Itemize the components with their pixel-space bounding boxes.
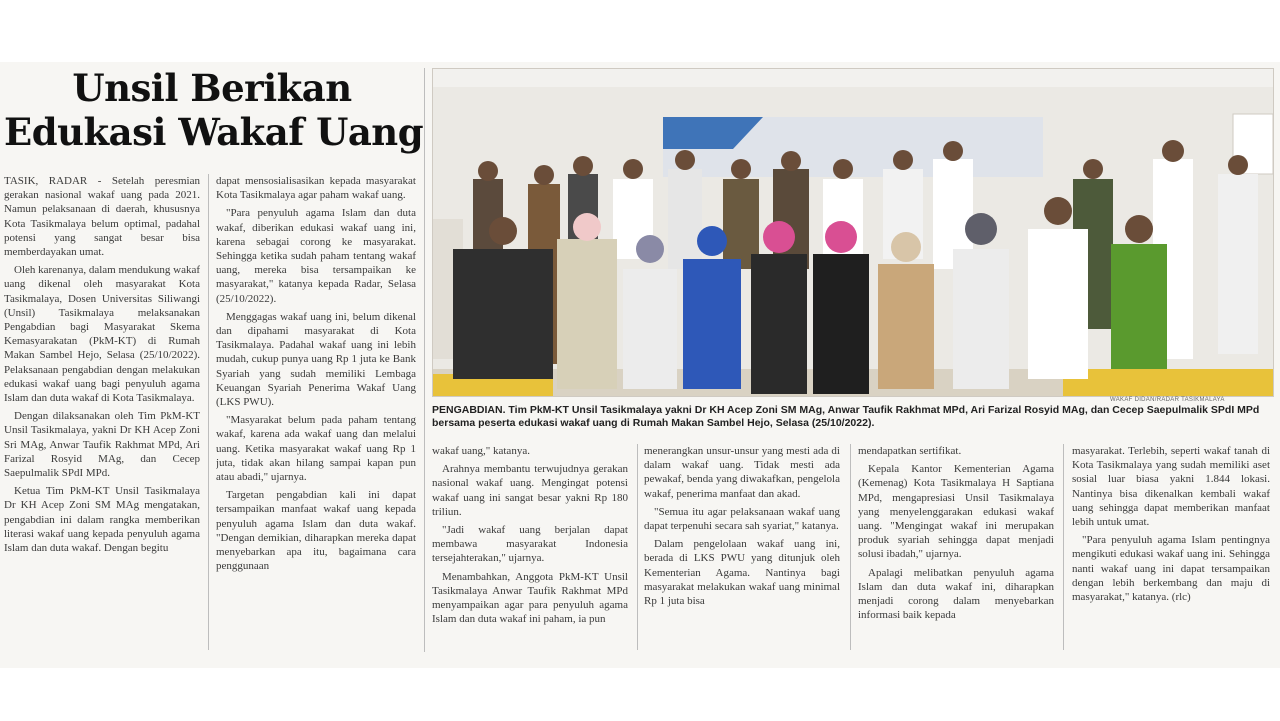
paragraph: Menggagas wakaf uang ini, belum dikenal dan dipahami masyarakat di Kota Tasikmalaya. Padahal wakaf uang ini lebih mudah, cukup punya uang Rp 1 juta ke Bank Syariah yang sudah memiliki Lembaga Keuangan Syariah Penerima Wakaf Uang (LKS PWU). (216, 310, 416, 409)
headline-line-2: Edukasi Wakaf Uang (4, 110, 424, 154)
paragraph: Arahnya membantu terwujudnya gerakan nasional wakaf uang. Mengingat potensi wakaf uang ini sangat besar yakni Rp 180 triliun. (432, 463, 628, 518)
photo-credit: WAKAF DIDAN/RADAR TASIKMALAYA (1110, 397, 1225, 403)
paragraph: "Semua itu agar pelaksanaan wakaf uang dapat terpenuhi secara sah syariat," katanya. (644, 505, 840, 533)
group-photo (432, 68, 1274, 397)
paragraph: dapat mensosialisasikan kepada masyarakat Kota Tasikmalaya agar paham wakaf uang. (216, 175, 416, 202)
paragraph: Menambahkan, Anggota PkM-KT Unsil Tasikmalaya Anwar Taufik Rakhmat MPd menyampaikan agar para penyuluh agama Islam dan duta wakaf ini paham, ia pun (432, 570, 628, 626)
paragraph: masyarakat. Terlebih, seperti wakaf tanah di Kota Tasikmalaya yang sudah memiliki aset sosial luar biasa yakni 1.844 lokasi. Nantinya bisa dikenalkan kembali wakaf uang sehingga dapat memberikan manfaat lebih untuk umat. (1072, 445, 1270, 529)
article-column-6 (1072, 444, 1270, 654)
paragraph: "Masyarakat belum pada paham tentang wakaf, karena ada wakaf uang dan melalui uang. Ketika masyarakat wakaf uang Rp 1 juta, tidak akan hilang sampai kapan pun atau abadi," ujarnya. (216, 414, 416, 484)
headline (4, 66, 424, 154)
headline-line-1: Unsil Berikan (72, 66, 352, 110)
paragraph: TASIK, RADAR - Setelah peresmian gerakan nasional wakaf uang pada 2021. Namun pelaksanaan di daerah, khususnya Kota Tasikmalaya belum optimal, padahal potensi yang sangat besar bisa memberdayakan umat. (4, 175, 200, 259)
photo-caption: PENGABDIAN. Tim PkM-KT Unsil Tasikmalaya yakni Dr KH Acep Zoni SM MAg, Anwar Taufik Rakhmat MPd, Ari Farizal Rosyid MAg, dan Cecep Saepulmalik SPdI MPd bersama peserta edukasi wakaf uang di Rumah Makan Sambel Hejo, Selasa (25/10/2022). (432, 404, 1260, 429)
article-column-2 (216, 174, 416, 652)
paragraph: wakaf uang," katanya. (432, 445, 530, 457)
paragraph: Ketua Tim PkM-KT Unsil Tasikmalaya Dr KH Acep Zoni SM MAg mengatakan, pengabdian ini dalam rangka memberikan literasi wakaf uang kepada penyuluh agama Islam dan duta wakaf. Dengan begitu (4, 485, 200, 555)
column-divider (850, 444, 851, 650)
paragraph: "Para penyuluh agama Islam dan duta wakaf, diberikan edukasi wakaf uang ini, karena sebagai corong ke masyarakat. Sehingga ketika sudah paham tentang wakaf uang, mereka bisa tersampaikan ke masyarakat," katanya kepada Radar, Selasa (25/10/2022). (216, 207, 416, 305)
article-column-1 (4, 174, 200, 652)
paragraph: "Jadi wakaf uang berjalan dapat membawa masyarakat Indonesia tersejahterakan," ujarnya. (432, 524, 628, 565)
paragraph: "Para penyuluh agama Islam pentingnya mengikuti edukasi wakaf uang ini. Sehingga nanti wakaf uang ini dapat tersampaikan dengan lebih berkembang dan maju di masyarakat," katanya. (rlc) (1072, 534, 1270, 604)
paragraph: Oleh karenanya, dalam mendukung wakaf uang dikenal oleh masyarakat Kota Tasikmalaya, Dosen Universitas Siliwangi (Unsil) Tasikmalaya melaksanakan Pengabdian bagi Masyarakat Skema Kemasyarakatan (PkM-KT) di Rumah Makan Sambel Hejo, Selasa (25/10/2022). Pelaksanaan pengabdian dengan melakukan edukasi wakaf uang bagi penyuluh agama Islam dan duta wakaf di Kota Tasikmalaya. (4, 264, 200, 405)
paragraph: Dalam pengelolaan wakaf uang ini, berada di LKS PWU yang ditunjuk oleh Kementerian Agama. Nantinya bagi masyarakat melakukan wakaf uang minimal Rp 1 juta bisa (644, 538, 840, 608)
paragraph: Kepala Kantor Kementerian Agama (Kemenag) Kota Tasikmalaya H Saptiana MPd, mengapresiasi Unsil Tasikmalaya yang menyelenggarakan edukasi wakaf uang. "Mengingat wakaf ini merupakan produk syariah sehingga dapat menjadi solusi ibadah," ujarnya. (858, 463, 1054, 561)
article-column-4 (644, 444, 840, 654)
column-divider (208, 174, 209, 650)
column-divider (424, 68, 425, 652)
column-divider (1063, 444, 1064, 650)
group-photo-illustration (433, 69, 1273, 396)
article-column-3 (432, 444, 628, 654)
paragraph: Dengan dilaksanakan oleh Tim PkM-KT Unsil Tasikmalaya, yakni Dr KH Acep Zoni Sri MAg, Anwar Taufik Rakhmat MPd, Ari Farizal Rosyid MAg, dan Cecep Saepulmalik SPdI MPd. (4, 410, 200, 480)
paragraph: mendapatkan sertifikat. (858, 445, 962, 457)
article-column-5 (858, 444, 1054, 654)
paragraph: Apalagi melibatkan penyuluh agama Islam dan duta wakaf ini, diharapkan menjadi corong dalam menyebarkan informasi baik kepada (858, 566, 1054, 622)
paragraph: Targetan pengabdian kali ini dapat tersampaikan manfaat wakaf uang kepada penyuluh agama Islam dan duta wakaf. "Dengan demikian, diharapkan mereka dapat menyebarkan apa itu, bagaimana cara penggunaan (216, 489, 416, 573)
column-divider (637, 444, 638, 650)
paragraph: menerangkan unsur-unsur yang mesti ada di dalam wakaf uang. Tidak mesti ada pewakaf, benda yang diwakafkan, pengelola wakaf, penerima manfaat dan akad. (644, 445, 840, 500)
